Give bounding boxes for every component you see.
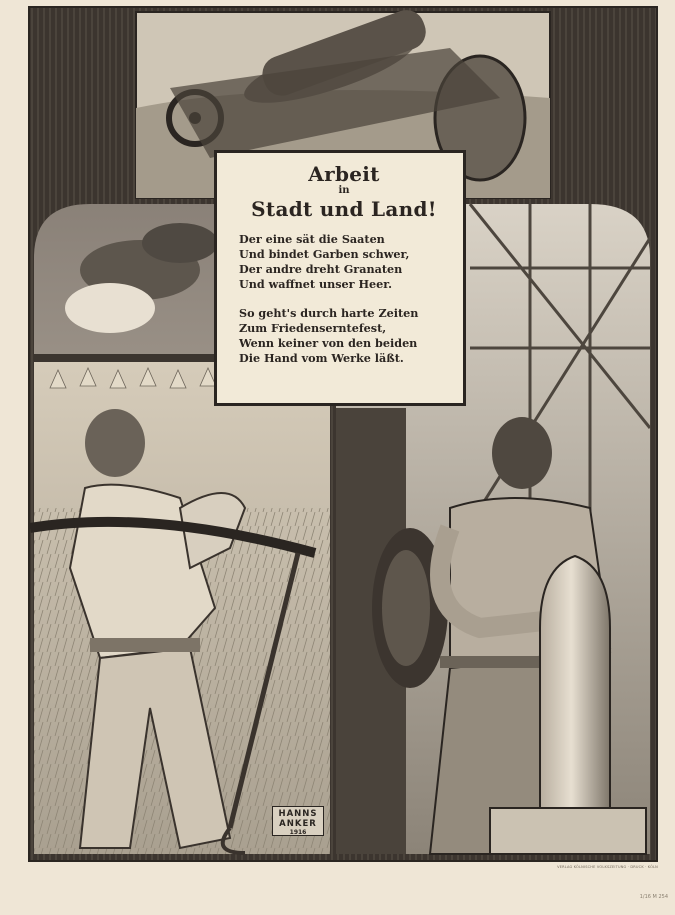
artist-signature — [272, 806, 324, 836]
signature-first-name: HANNS — [278, 809, 318, 819]
archive-mark: 1/16 M 254 — [639, 894, 668, 900]
printer-credit: VERLAG KÖLNISCHE VOLKSZEITUNG · DRUCK · KÖLN — [557, 865, 658, 869]
verse-line: Der eine sät die Saaten — [239, 232, 385, 246]
verse-one — [239, 232, 449, 292]
poem-textbox — [214, 150, 466, 406]
verse-line: Der andre dreht Granaten — [239, 262, 403, 276]
verse-two — [239, 306, 449, 366]
verse-line: Und waffnet unser Heer. — [239, 277, 393, 291]
poster-artwork — [28, 6, 658, 862]
signature-last-name: ANKER — [279, 819, 317, 829]
verse-line: Die Hand vom Werke läßt. — [239, 351, 404, 365]
poster-illustration — [30, 8, 656, 860]
poster-title-line1: Arbeit — [308, 162, 380, 186]
poster-title-line2: Stadt und Land! — [251, 197, 437, 221]
verse-line: Und bindet Garben schwer, — [239, 247, 410, 261]
signature-year: 1916 — [289, 829, 307, 836]
verse-line: Wenn keiner von den beiden — [239, 336, 418, 350]
poster-title-connector: in — [338, 185, 350, 196]
verse-line: Zum Friedenserntefest, — [239, 321, 387, 335]
artillery-shell — [540, 556, 610, 808]
verse-line: So geht's durch harte Zeiten — [239, 306, 419, 320]
